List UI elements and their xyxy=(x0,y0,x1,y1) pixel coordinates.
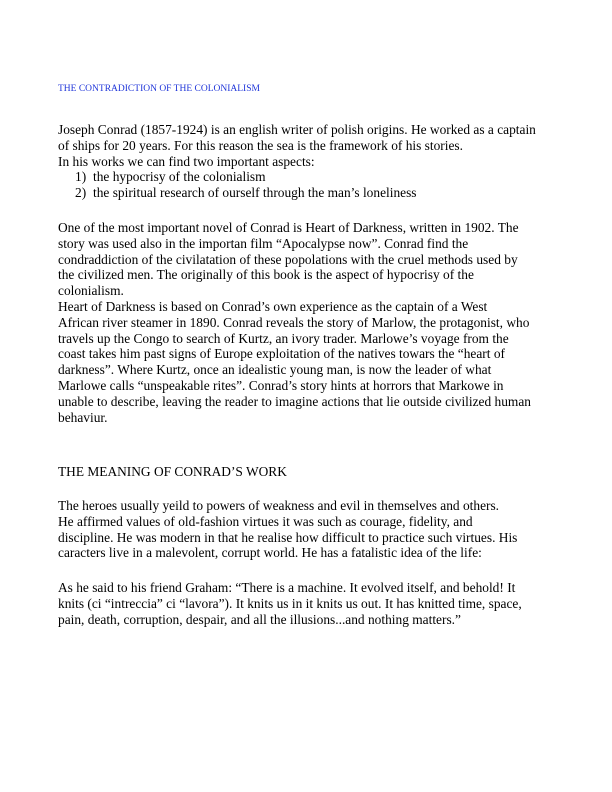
text-line: discipline. He was modern in that he realise how difficult to practice such virtues. His xyxy=(58,529,518,545)
list-item xyxy=(75,185,417,201)
text-line: coast takes him past signs of Europe exploitation of the natives towars the “heart of xyxy=(58,346,505,362)
list-number: 1) xyxy=(75,169,87,184)
text-line: unable to describe, leaving the reader to imagine actions that lie outside civilized human xyxy=(58,393,531,409)
document-title: THE CONTRADICTION OF THE COLONIALISM xyxy=(58,84,260,94)
text-line: knits (ci “intreccia” ci “lavora”). It knits us in it knits us out. It has knitted time, space, xyxy=(58,595,522,611)
text-line: One of the most important novel of Conrad is Heart of Darkness, written in 1902. The xyxy=(58,220,519,235)
text-line: He affirmed values of old-fashion virtues it was such as courage, fidelity, and xyxy=(58,513,473,529)
text-line: In his works we can find two important aspects: xyxy=(58,153,315,169)
heart-of-darkness-paragraph xyxy=(58,220,558,425)
intro-paragraph xyxy=(58,122,558,169)
text-line: caracters live in a malevolent, corrupt world. He has a fatalistic idea of the life: xyxy=(58,545,482,561)
list-item-text: the hypocrisy of the colonialism xyxy=(93,169,266,184)
text-line: colonialism. xyxy=(58,283,124,299)
text-line: darkness”. Where Kurtz, once an idealistic young man, is now the leader of what xyxy=(58,362,492,378)
text-line: Heart of Darkness is based on Conrad’s own experience as the captain of a West xyxy=(58,298,488,314)
text-line: the civilized men. The originally of this book is the aspect of hypocrisy of the xyxy=(58,267,474,283)
list-item xyxy=(75,169,417,185)
aspects-list xyxy=(75,169,417,201)
text-line: African river steamer in 1890. Conrad reveals the story of Marlow, the protagonist, who xyxy=(58,314,530,330)
text-line: As he said to his friend Graham: “There is a machine. It evolved itself, and behold! It xyxy=(58,580,516,595)
section-heading: THE MEANING OF CONRAD’S WORK xyxy=(58,464,287,479)
text-line: condraddiction of the civilatation of these popolations with the cruel methods used by xyxy=(58,251,518,267)
text-line: The heroes usually yeild to powers of weakness and evil in themselves and others. xyxy=(58,498,500,513)
text-line: pain, death, corruption, despair, and all the illusions...and nothing matters.” xyxy=(58,611,461,627)
text-line: behaviur. xyxy=(58,409,108,425)
text-line: of ships for 20 years. For this reason the sea is the framework of his stories. xyxy=(58,137,463,153)
text-line: story was used also in the importan film “Apocalypse now”. Conrad find the xyxy=(58,235,469,251)
list-item-text: the spiritual research of ourself through the man’s loneliness xyxy=(93,184,417,200)
meaning-paragraph xyxy=(58,498,558,561)
quote-paragraph xyxy=(58,580,558,627)
text-line: Marlowe calls “unspeakable rites”. Conrad’s story hints at horrors that Markowe in xyxy=(58,377,504,393)
text-line: travels up the Congo to search of Kurtz, an ivory trader. Marlowe’s voyage from the xyxy=(58,330,509,346)
text-line: Joseph Conrad (1857-1924) is an english writer of polish origins. He worked as a captain xyxy=(58,122,536,137)
list-number: 2) xyxy=(75,184,87,200)
